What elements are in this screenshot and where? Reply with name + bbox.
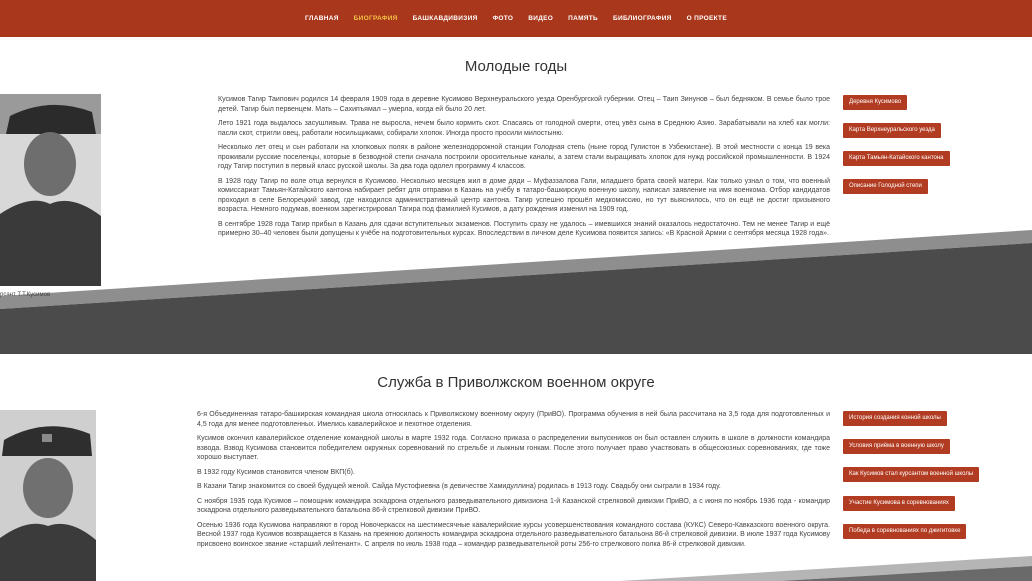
nav-item-video[interactable]: ВИДЕО — [528, 15, 554, 22]
nav-item-memory[interactable]: ПАМЯТЬ — [568, 15, 599, 22]
nav-item-about[interactable]: О ПРОЕКТЕ — [686, 15, 727, 22]
paragraph: В сентябре 1928 года Тагир прибыл в Казань для сдачи вступительных экзаменов. Поступить сразу не удалось – имевшихся знаний оказалось недостаточно. Тем не менее Тагир и ещё примерно 30–40 человек были допущены к учёбе на подготовительных курсах. Впоследствии в личном деле Кусимова появится запись: «В Красной Армии с сентября месяца 1928 года». — [218, 220, 830, 237]
paragraph: В 1928 году Тагир по воле отца вернулся в Кусимово. Несколько месяцев жил в доме дяди – Муфаззалова Гали, младшего брата своей матери. Как только узнал о том, что военный комиссариат Тамьян-Катайского кантона набирает ребят для отправки в Казань на учёбу в татаро-башкирскую военную школу, написал заявление на имя военкома. Отбор кандидатов проходил в селе Белорецкий завод, где находился административный центр кантона. Тагир успешно прошёл медкомиссию, но тут выяснилось, что он ещё не достиг призывного возраста. Немного подумав, военком зарегистрировал Тагира под фамилией Кусимов, а дату рождения изменил на 1909 год. — [218, 177, 830, 213]
paragraph: Кусимов Тагир Таипович родился 14 февраля 1909 года в деревне Кусимово Верхнеуральского уезда Оренбургской губернии. Отец – Таип Зинунов – был бедняком. В семье было трое детей. Тагир был первенцем. Мать – Сахипъямал – умерла, когда ей было 20 лет. — [218, 96, 830, 113]
section-divider-band — [0, 230, 1032, 370]
paragraph: В Казани Тагир знакомится со своей будущей женой. Сайда Мустофиевна (в девичестве Хамидуллина) родилась в 1913 году. Свадьбу они сыграли в 1934 году. — [197, 483, 721, 490]
link-button-became-cadet[interactable]: Как Кусимов стал курсантом военной школы — [843, 467, 979, 482]
paragraph: Осенью 1936 года Кусимова направляют в город Новочеркасск на шестимесячные кавалерийские курсы усовершенствования командного состава (КУКС) Северо-Кавказского военного округа. Весной 1937 года Кусимов возвращается в Казань на прежнюю должность командира эскадрона отдельного разведывательного батальона 86-й стрелковой дивизии. В июле 1937 года Кусимову присвоено воинское звание «старший лейтенант». С апреля по июль 1938 года – командир разведывательной роты 256-го стрелкового полка 86-й стрелковой дивизии. — [197, 521, 830, 548]
section2-text — [197, 410, 830, 554]
paragraph: С ноября 1935 года Кусимов – помощник командира эскадрона отдельного разведывательного дивизиона 1-й Казанской стрелковой дивизии ПриВО, а с июня по ноябрь 1936 года - командир эскадрона отдельного разведывательного батальона 86-й стрелковой дивизии ПриВО. — [197, 497, 830, 514]
link-button-kusimovo-village[interactable]: Деревня Кусимово — [843, 95, 907, 110]
section1-text — [218, 95, 830, 244]
nav-item-bibliography[interactable]: БИБЛИОГРАФИЯ — [613, 15, 672, 22]
nav-item-bashkavdiviziya[interactable]: БАШКАВДИВИЗИЯ — [412, 15, 478, 22]
paragraph: Несколько лет отец и сын работали на хлопковых полях в районе железнодорожной станции Голодная степь (ныне город Гулистон в Узбекистане). В этой местности с конца 19 века проживали русские поселенцы, которые в безводной степи сначала построили оросительные каналы, а затем стали выращивать хлопок для нужд российской промышленности. В 1924 году Тагир поступил в первый класс русской школы. За два года одолел программу 4 классов. — [218, 144, 830, 170]
bottom-divider-band — [0, 548, 1032, 581]
portrait-photo-cadet — [0, 94, 101, 286]
top-nav — [0, 0, 1032, 37]
nav-item-biography[interactable]: БИОГРАФИЯ — [353, 15, 398, 22]
paragraph: 6-я Объединенная татаро-башкирская командная школа относилась к Приволжскому военному округу (ПриВО). Программа обучения в ней была рассчитана на 3,5 года для подготовленных и 4,5 года для менее подготовленных. Имелись кавалерийское и пехотное отделения. — [197, 411, 830, 428]
link-button-admission-conditions[interactable]: Условия приёма в военную школу — [843, 439, 950, 454]
nav-item-photo[interactable]: ФОТО — [492, 15, 514, 22]
link-button-dzhigitovka-victory[interactable]: Победа в соревнованиях по джигитовке — [843, 524, 966, 539]
nav-item-home[interactable]: ГЛАВНАЯ — [305, 15, 339, 22]
link-button-verkhneuralsk-map[interactable]: Карта Верхнеуральского уезда — [843, 123, 941, 138]
paragraph: Кусимов окончил кавалерийское отделение командной школы в марте 1932 года. Согласно приказа о распределении выпускников он был оставлен служить в школе в должности командира взвода. Взвод Кусимова становится победителем окружных соревнований по стрельбе и лыжным гонкам. После этого получает право участвовать в общесоюзных соревнованиях, где тоже хорошо выступает. — [197, 435, 830, 461]
link-button-competitions[interactable]: Участие Кусимова в соревнованиях — [843, 496, 955, 511]
link-button-hungry-steppe[interactable]: Описание Голодной степи — [843, 179, 928, 194]
section-title-young-years: Молодые годы — [464, 58, 568, 75]
paragraph: В 1932 году Кусимов становится членом ВКП(б). — [197, 468, 355, 476]
paragraph: Лето 1921 года выдалось засушливым. Трава не выросла, нечем было кормить скот. Спасаясь от голодной смерти, отец увёз сына в Среднюю Азию. Зарабатывали на хлеб как могли: пасли скот, стригли овец, работали носильщиками, собирали хлопок. Иногда просто просили милостыню. — [218, 120, 830, 137]
photo-caption: рсант Т.Т.Кусимов — [0, 292, 51, 298]
link-button-school-history[interactable]: История создания конной школы — [843, 411, 947, 426]
section-title-volga-service: Служба в Приволжском военном округе — [377, 374, 655, 391]
link-button-tamyan-katay-map[interactable]: Карта Тамьян-Катайского кантона — [843, 151, 950, 166]
